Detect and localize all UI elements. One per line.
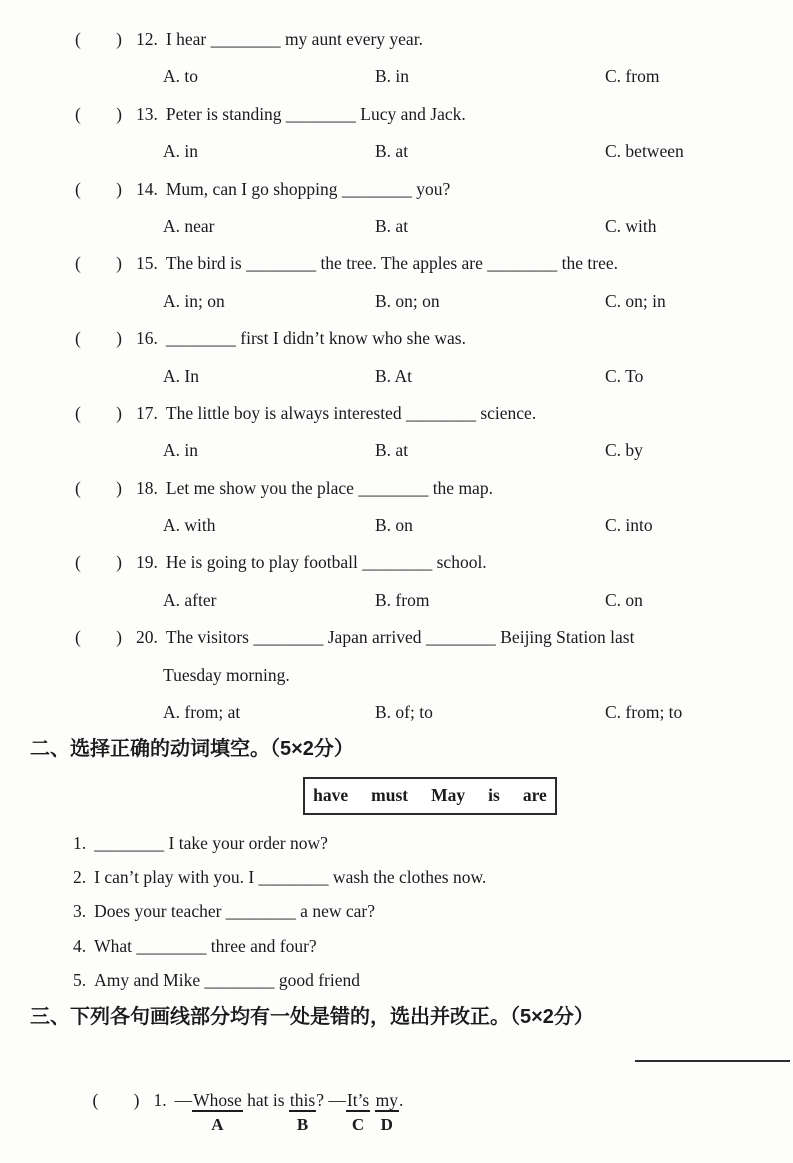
question-number: 1. — [153, 1089, 167, 1110]
item-text: What ________ three and four? — [94, 935, 317, 956]
correction-answer-blank — [635, 1044, 790, 1062]
options-row — [0, 133, 793, 170]
option-a: A. to — [163, 66, 198, 87]
word-bank-word: is — [488, 785, 500, 806]
option-b: B. at — [375, 215, 409, 236]
word-bank-word: have — [313, 785, 349, 806]
sentence-part: . — [399, 1089, 404, 1110]
answer-bracket — [75, 544, 122, 581]
bracket-close: ) — [116, 253, 122, 274]
bracket-open: ( — [75, 627, 81, 648]
question-text: He is going to play football ________ school. — [165, 552, 487, 573]
answer-bracket — [75, 21, 122, 58]
section2-items — [0, 826, 793, 997]
bracket-open: ( — [75, 178, 81, 199]
word-bank-word: must — [371, 785, 409, 806]
question-row — [0, 395, 793, 432]
option-b: B. At — [375, 365, 412, 386]
answer-bracket — [75, 96, 122, 133]
options-row — [0, 694, 793, 731]
sentence-part — [370, 1090, 374, 1110]
question-row — [0, 245, 793, 282]
sentence-with-underlines — [174, 1089, 404, 1134]
bracket-close: ) — [133, 1089, 140, 1110]
part-letter: A — [211, 1114, 224, 1134]
option-b: B. on; on — [375, 290, 440, 311]
option-a: A. In — [163, 365, 199, 386]
item-text: Does your teacher ________ a new car? — [94, 901, 375, 922]
answer-bracket — [75, 320, 122, 357]
question-text: Let me show you the place ________ the map. — [165, 477, 493, 498]
bracket-open: ( — [75, 328, 81, 349]
bracket-close: ) — [116, 552, 122, 573]
option-b: B. at — [375, 440, 409, 461]
answer-bracket — [75, 470, 122, 507]
options-row — [0, 432, 793, 469]
question-row — [0, 320, 793, 357]
option-b: B. in — [375, 66, 410, 87]
item-number: 1. — [73, 832, 87, 853]
option-c: C. from; to — [605, 702, 683, 723]
option-c: C. on — [605, 589, 643, 610]
option-c: C. between — [605, 141, 684, 162]
bracket-close: ) — [116, 178, 122, 199]
option-c: C. by — [605, 440, 643, 461]
word-bank-word: May — [431, 785, 466, 806]
underlined-part: this B — [289, 1089, 316, 1134]
item-text: I can’t play with you. I ________ wash the clothes now. — [94, 867, 487, 888]
bracket-close: ) — [116, 627, 122, 648]
question-number: 20. — [136, 627, 158, 648]
question-text: Mum, can I go shopping ________ you? — [165, 178, 451, 199]
item-text: Amy and Mike ________ good friend — [94, 970, 360, 990]
sentence-part: hat is — [242, 1089, 289, 1110]
underlined-part: my D — [375, 1089, 398, 1134]
word-bank-word: are — [522, 785, 547, 806]
question-text: The visitors ________ Japan arrived ________ Beijing Station last — [165, 627, 635, 648]
bracket-open: ( — [75, 29, 81, 49]
bracket-open: ( — [75, 402, 81, 423]
option-b: B. from — [375, 589, 430, 610]
option-c: C. with — [605, 215, 657, 236]
answer-bracket — [93, 1079, 140, 1121]
question-row — [0, 470, 793, 507]
options-row — [0, 58, 793, 95]
fill-in-item — [0, 826, 793, 860]
option-b: B. of; to — [375, 702, 433, 723]
options-row — [0, 208, 793, 245]
bracket-open: ( — [75, 253, 81, 274]
question-number: 18. — [136, 477, 158, 498]
item-number: 4. — [73, 935, 87, 956]
word-bank-box — [303, 777, 557, 815]
question-number: 15. — [136, 253, 158, 274]
options-row — [0, 582, 793, 619]
item-number: 3. — [73, 901, 87, 922]
option-c: C. into — [605, 515, 653, 536]
bracket-open: ( — [75, 477, 81, 498]
section3-heading: 三、下列各句画线部分均有一处是错的，选出并改正。（5×2分） — [30, 1006, 594, 1029]
question-number: 19. — [136, 552, 158, 573]
part-letter: D — [380, 1114, 393, 1134]
option-a: A. after — [163, 589, 217, 610]
question-row — [0, 171, 793, 208]
bracket-close: ) — [116, 103, 122, 124]
fill-in-item — [0, 929, 793, 963]
option-b: B. at — [375, 141, 409, 162]
question-number: 14. — [136, 178, 158, 199]
fill-in-item — [0, 894, 793, 928]
section2-heading: 二、选择正确的动词填空。（5×2分） — [30, 738, 354, 761]
question-row — [0, 21, 793, 58]
answer-bracket — [75, 619, 122, 656]
bracket-open: ( — [75, 552, 81, 573]
part-letter: C — [351, 1114, 365, 1134]
question-number: 12. — [136, 29, 158, 49]
item-number: 2. — [73, 867, 87, 888]
options-row — [0, 507, 793, 544]
item-number: 5. — [73, 970, 87, 990]
part-letter: B — [296, 1114, 309, 1134]
options-row — [0, 283, 793, 320]
question-text: The bird is ________ the tree. The apples are ________ the tree. — [165, 253, 618, 274]
question-row — [0, 619, 793, 656]
bracket-open: ( — [75, 103, 81, 124]
question-row — [0, 96, 793, 133]
options-row — [0, 358, 793, 395]
option-a: A. near — [163, 215, 215, 236]
answer-bracket — [75, 395, 122, 432]
option-a: A. in; on — [163, 290, 225, 311]
question-text: I hear ________ my aunt every year. — [165, 29, 423, 49]
bracket-close: ) — [116, 328, 122, 349]
question-text-continued: Tuesday morning. — [163, 664, 290, 685]
fill-in-item — [0, 963, 793, 997]
option-c: C. from — [605, 66, 660, 87]
question-text: Peter is standing ________ Lucy and Jack. — [165, 103, 466, 124]
item-text: ________ I take your order now? — [94, 832, 328, 853]
answer-bracket — [75, 245, 122, 282]
section1-questions — [0, 21, 793, 731]
sentence-part: ? — — [316, 1089, 346, 1110]
answer-bracket — [75, 171, 122, 208]
option-a: A. with — [163, 515, 216, 536]
option-b: B. on — [375, 515, 413, 536]
option-c: C. To — [605, 365, 644, 386]
sentence-part: — — [174, 1089, 193, 1110]
bracket-close: ) — [116, 29, 122, 49]
fill-in-item — [0, 860, 793, 894]
question-number: 17. — [136, 402, 158, 423]
question-number: 16. — [136, 328, 158, 349]
question-number: 13. — [136, 103, 158, 124]
question-text: The little boy is always interested ________ science. — [165, 402, 537, 423]
bracket-close: ) — [116, 477, 122, 498]
bracket-open: ( — [92, 1089, 99, 1110]
underlined-part: Whose A — [193, 1089, 242, 1134]
option-a: A. in — [163, 440, 198, 461]
underlined-part: It’s C — [346, 1089, 370, 1134]
option-a: A. from; at — [163, 702, 241, 723]
question-row — [0, 544, 793, 581]
question-text: ________ first I didn’t know who she was. — [165, 328, 466, 349]
bracket-close: ) — [116, 402, 122, 423]
option-a: A. in — [163, 141, 198, 162]
option-c: C. on; in — [605, 290, 666, 311]
